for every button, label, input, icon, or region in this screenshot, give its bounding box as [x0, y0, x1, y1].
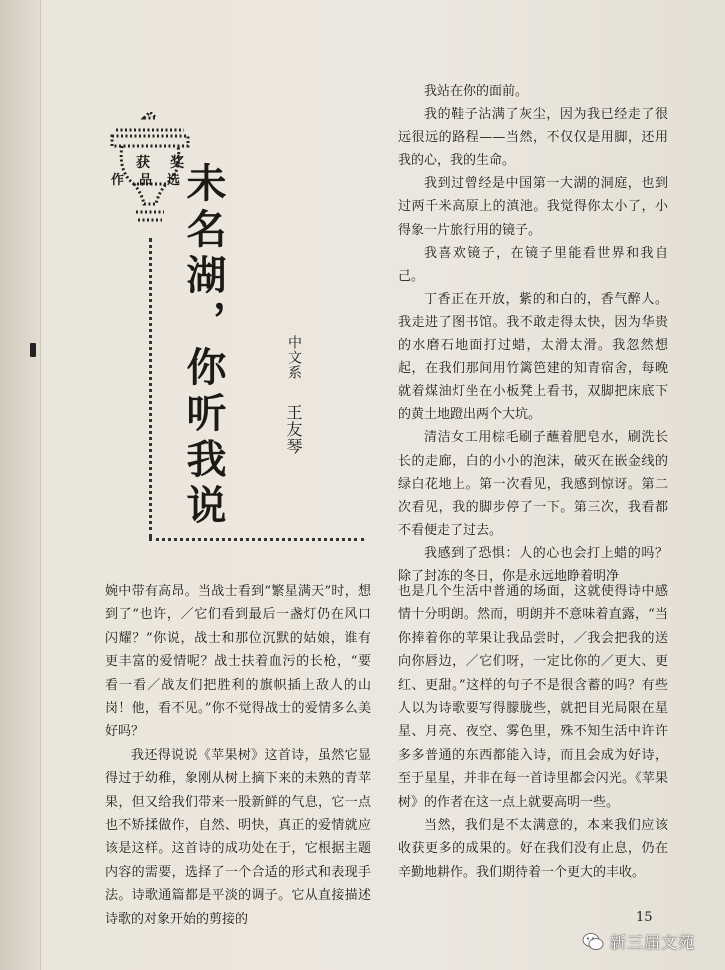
paragraph: 当然，我们是不太满意的，本来我们应该收获更多的成果的。好在我们没有止息，仍在辛勤地耕作。我们期待着一个更大的丰收。	[398, 818, 668, 880]
paragraph: 丁香正在开放，紫的和白的，香气醉人。我走进了图书馆。我不敢走得太快，因为华贵的水磨石地面打过蜡，太滑太滑。我忽然想起，在我们那间用竹篱笆建的知青宿舍，每晚就着煤油灯坐在小板凳上看书，双脚把床底下的黄土地蹬出两个大坑。	[398, 291, 668, 423]
watermark	[582, 930, 695, 953]
review-right-column	[398, 580, 668, 884]
paragraph: 清洁女工用棕毛刷子蘸着肥皂水，刷洗长长的走廊，白的小小的泡沫，破灭在嵌金线的绿白花地上。第一次看见，我感到惊讶。第二次看见，我的脚步停了一下。第三次，我看都不看便走了过去。	[398, 430, 668, 538]
dotted-border-vertical	[149, 238, 152, 538]
paragraph: 我的鞋子沾满了灰尘，因为我已经走了很远很远的路程——当然，不仅仅是用脚，还用我的心，我的生命。	[398, 107, 668, 169]
paragraph: 也是几个生活中普通的场面，这就使得诗中感情十分明朗。然而，明朗并不意味着直露，“当你捧着你的苹果让我品尝时，／我会把我的送向你唇边，／它们呀，一定比你的／更大、更红、更甜。”这样的句子不是很含蓄的吗？有些人以为诗歌要写得朦胧些，就把目光局限在星星、月亮、夜空、雾色里，殊不知生活中许许多多普通的东西都能入诗，而且会成为好诗，至于星星，并非在每一首诗里都会闪光。《苹果树》的作者在这一点上就要高明一些。	[398, 584, 668, 810]
binding-gutter	[0, 0, 41, 970]
paragraph: 我还得说说《苹果树》这首诗，虽然它显得过于幼稚，象刚从树上摘下来的未熟的青苹果，但又给我们带来一股新鲜的气息，它一点也不矫揉做作，自然、明快，真正的爱情就应该是这样。这首诗的成功处在于，它根据主题内容的需要，选择了一个合适的形式和表现手法。诗歌通篇都是平淡的调子。它从直接描述诗歌的对象开始的剪接的	[105, 747, 371, 927]
author-department: 中文系	[286, 335, 302, 380]
wechat-icon	[582, 932, 604, 952]
watermark-text: 新三届文苑	[610, 933, 696, 952]
paragraph: 我站在你的面前。	[424, 84, 529, 99]
paragraph: 我到过曾经是中国第一大湖的洞庭，也到过两千米高原上的滇池。我觉得你太小了，小得象一片旅行用的镜子。	[398, 176, 668, 238]
article-title: 未名湖，你听我说	[180, 162, 226, 530]
paragraph: 我感到了恐惧：人的心也会打上蜡的吗？除了封冻的冬日，你是永远地睁着明净	[398, 545, 668, 584]
review-left-column	[105, 580, 371, 931]
author-name: 王友琴	[284, 404, 303, 455]
binding-mark	[30, 343, 36, 357]
badge-line-1: 获奖	[136, 155, 204, 171]
paragraph: 婉中带有高昂。当战士看到“繁星满天”时，想到了“也许，／它们看到最后一盏灯仍在风口闪耀？”你说，战士和那位沉默的姑娘，谁有更丰富的爱情呢？战士扶着血污的长枪，“要看一看／战友们把胜利的旗帜插上敌人的山岗！他，看不见。”你不觉得战士的爱情多么美好吗？	[105, 584, 371, 740]
badge-line-2: 作品选	[111, 173, 196, 188]
article-top-column	[398, 80, 668, 588]
paragraph: 我喜欢镜子，在镜子里能看世界和我自己。	[398, 245, 668, 284]
page-number: 15	[636, 910, 653, 925]
dotted-border-horizontal	[149, 538, 364, 541]
